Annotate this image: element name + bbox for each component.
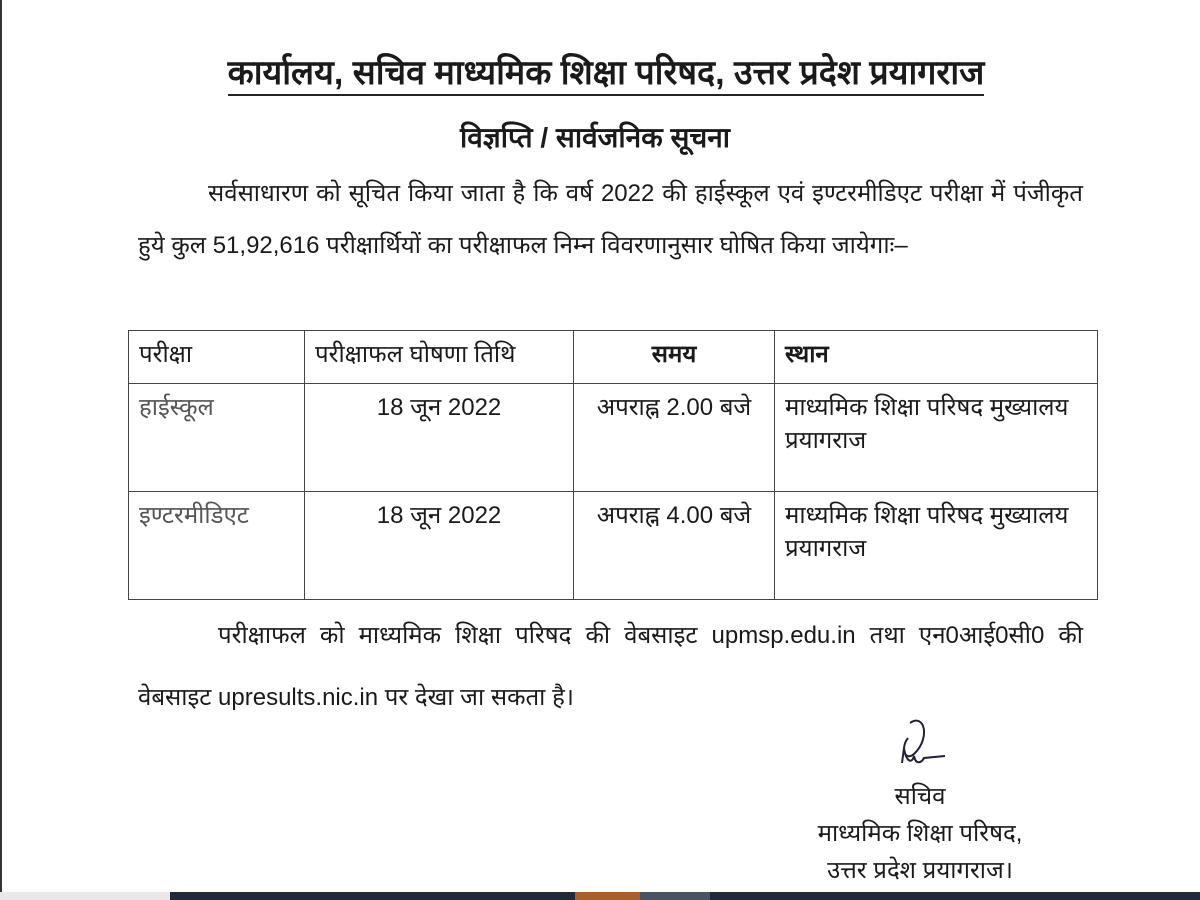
intro-paragraph: सर्वसाधारण को सूचित किया जाता है कि वर्ष 2022 की हाईस्कूल एवं इण्टरमीडिएट परीक्षा में पंजीकृत हुये कुल 51,92,616 परीक्षार्थियों का परीक्षाफल निम्न विवरणानुसार घोषित किया जायेगाः– (138, 180, 1083, 259)
table-header-row (129, 331, 1098, 384)
bottom-strip-light (0, 892, 170, 900)
bottom-strip-gray (640, 892, 710, 900)
signatory-title: सचिव (894, 783, 946, 810)
header-place: स्थान (775, 331, 1098, 384)
header-date: परीक्षाफल घोषणा तिथि (305, 331, 574, 384)
bottom-strip-dark-right (710, 892, 1200, 900)
cell-time: अपराह्न 4.00 बजे (574, 492, 775, 600)
signature-icon (870, 718, 960, 778)
cell-date: 18 जून 2022 (305, 384, 574, 492)
closing-paragraph: परीक्षाफल को माध्यमिक शिक्षा परिषद की वेबसाइट upmsp.edu.in तथा एन0आई0सी0 की वेबसाइट upresults.nic.in पर देखा जा सकता है। (138, 622, 1083, 711)
cell-place: माध्यमिक शिक्षा परिषद मुख्यालय प्रयागराज (775, 384, 1098, 492)
header-exam: परीक्षा (129, 331, 305, 384)
table-row (129, 384, 1098, 492)
cell-date: 18 जून 2022 (305, 492, 574, 600)
table-row (129, 492, 1098, 600)
office-title-text: कार्यालय, सचिव माध्यमिक शिक्षा परिषद, उत्तर प्रदेश प्रयागराज (228, 54, 985, 96)
bottom-strip-dark (170, 892, 575, 900)
office-title (0, 48, 1200, 94)
notice-subtitle: विज्ञप्ति / सार्वजनिक सूचना (459, 122, 731, 153)
header-time: समय (574, 331, 775, 384)
signatory-office: माध्यमिक शिक्षा परिषद, (817, 820, 1023, 847)
result-schedule-table (128, 330, 1098, 600)
cell-exam: हाईस्कूल (129, 384, 305, 492)
cell-place: माध्यमिक शिक्षा परिषद मुख्यालय प्रयागराज (775, 492, 1098, 600)
cell-time: अपराह्न 2.00 बजे (574, 384, 775, 492)
cell-exam: इण्टरमीडिएट (129, 492, 305, 600)
bottom-strip-orange (575, 892, 640, 900)
signatory-location: उत्तर प्रदेश प्रयागराज। (827, 857, 1013, 884)
signatory-block (790, 778, 1050, 889)
